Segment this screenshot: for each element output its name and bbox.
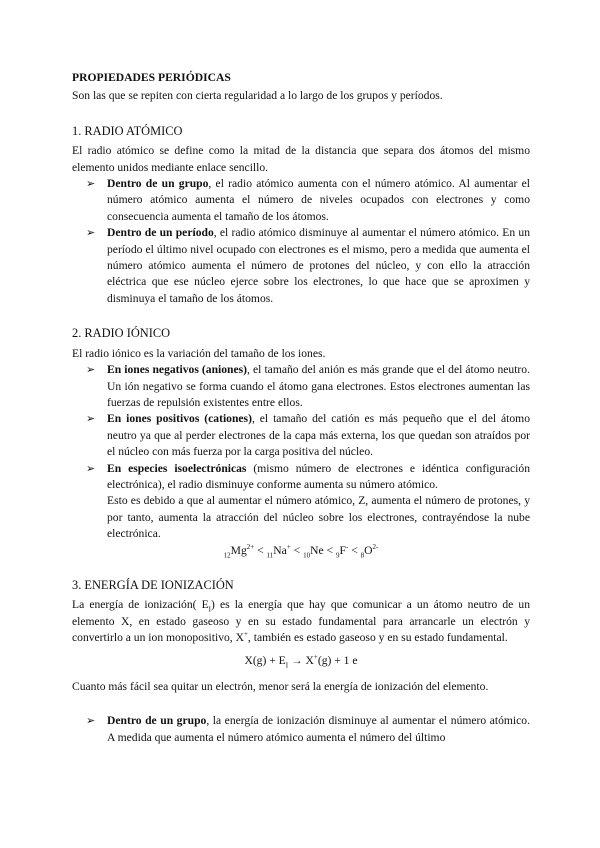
list-item — [72, 362, 530, 411]
atomic-number: 11 — [266, 550, 274, 559]
ion-charge: + — [286, 542, 291, 551]
arrow-bullet-icon: ➢ — [86, 413, 96, 426]
arrow-bullet-icon: ➢ — [86, 715, 96, 728]
bullet-bold-lead: Dentro de un período — [107, 226, 214, 240]
section-3-paragraph-2: Cuanto más fácil sea quitar un electrón, menor será la energía de ionización del elemento. — [72, 680, 489, 693]
text-run: X(g) + E — [244, 653, 286, 667]
ionization-equation — [72, 653, 530, 669]
bullet-bold-lead: En iones positivos (cationes) — [107, 412, 252, 426]
section-3-paragraph — [72, 597, 530, 646]
document-page — [72, 70, 530, 746]
intro-paragraph: Son las que se repiten con cierta regularidad a lo largo de los grupos y períodos. — [72, 89, 443, 103]
isoelectronic-formula — [72, 543, 530, 559]
bullet-bold-lead: En iones negativos (aniones) — [107, 363, 248, 377]
list-item — [72, 713, 530, 746]
bullet-bold-lead: Dentro de un grupo — [107, 714, 207, 728]
ion-charge: - — [345, 542, 349, 551]
ion-charge: 2+ — [246, 542, 255, 551]
less-than: < — [290, 543, 304, 557]
atomic-number: 8 — [360, 550, 365, 559]
list-item — [72, 411, 530, 460]
section-3-heading: 3. ENERGÍA DE IONIZACIÓN — [72, 577, 234, 592]
bullet-bold-lead: En especies isoelectrónicas — [107, 461, 247, 475]
arrow-bullet-icon: ➢ — [86, 178, 96, 191]
bullet-text: , el tamaño del anión es más grande que el del átomo neutro. Un ión negativo se forma cuando el átomo gana electrones. Estos electrones aumentan las fuerzas de repulsión existentes entre ellos. — [107, 363, 530, 409]
arrow-bullet-icon: ➢ — [86, 364, 96, 377]
section-2-paragraph: El radio iónico es la variación del tamaño de los iones. — [72, 346, 326, 360]
list-item — [72, 225, 530, 307]
page-title: PROPIEDADES PERIÓDICAS — [72, 71, 231, 84]
element-symbol: Ne — [310, 543, 324, 557]
atomic-number: 12 — [223, 550, 231, 559]
bullet-bold-lead: Dentro de un grupo — [107, 177, 209, 191]
element-symbol: Mg — [230, 543, 247, 557]
subscript: I — [285, 660, 289, 669]
text-run: La energía de ionización( E — [72, 598, 209, 612]
bullet-text: , la energía de ionización disminuye al aumentar el número atómico. A medida que aumenta el número atómico aumenta el número del último — [107, 714, 530, 744]
atomic-number: 10 — [303, 550, 311, 559]
section-1-heading: 1. RADIO ATÓMICO — [72, 123, 183, 138]
section-3-bullets — [72, 713, 530, 746]
text-run: (g) + 1 e — [317, 653, 358, 667]
text-run: ) es la energía que hay que comunicar a un átomo neutro de un elemento X, en estado gaseoso y en su estado fundamental para arrancarle un electrón y convertirlo a un ion monopositivo, X — [72, 598, 530, 645]
subscript: I — [208, 605, 212, 614]
bullet-text: , el tamaño del catión es más pequeño que el del átomo neutro ya que al perder electrones de la capa más externa, los que quedan son atraídos por el núcleo con más fuerza por la carga positiva del núcleo. — [107, 412, 530, 459]
text-run: → X — [288, 653, 314, 667]
less-than: < — [323, 543, 336, 557]
element-symbol: O — [364, 543, 373, 557]
element-symbol: F — [339, 543, 346, 557]
bullet-text: , el radio atómico aumenta con el número atómico. Al aumentar el número atómico aumenta el número de niveles ocupados con electrones y como consecuencia aumenta el tamaño de los átomos. — [107, 177, 530, 223]
less-than: < — [348, 543, 361, 557]
list-item — [72, 176, 530, 225]
arrow-bullet-icon: ➢ — [86, 462, 96, 475]
list-item — [72, 461, 530, 494]
bullet-text: , el radio atómico disminuye al aumentar el número atómico. En un período el último nivel ocupado con electrones es el mismo, pero a medida que aumenta el número atómico aumenta el número de protones del núcleo, y con ello la atracción eléctrica que ese núcleo ejerce sobre los electrones, lo que hace que se aproximen y disminuya el tamaño de los átomos. — [107, 226, 531, 305]
element-symbol: Na — [273, 543, 287, 557]
bullet-text: (mismo número de electrones e idéntica configuración electrónica), el radio disminuye conforme aumenta su número atómico. — [107, 461, 530, 491]
section-1-paragraph: El radio atómico se define como la mitad de la distancia que separa dos átomos del mismo elemento unidos mediante enlace sencillo. — [72, 144, 530, 174]
superscript: + — [243, 630, 248, 639]
section-2-bullets — [72, 362, 530, 493]
less-than: < — [254, 543, 267, 557]
section-2-heading: 2. RADIO IÓNICO — [72, 326, 171, 341]
text-run: , también es estado gaseoso y en su estado fundamental. — [247, 631, 508, 645]
arrow-bullet-icon: ➢ — [86, 227, 96, 240]
atomic-number: 9 — [336, 550, 340, 559]
ion-charge: 2- — [372, 542, 379, 551]
superscript: + — [313, 652, 318, 661]
section-1-bullets — [72, 176, 530, 307]
isoelectronic-explanation: Esto es debido a que al aumentar el número atómico, Z, aumenta el número de protones, y por tanto, aumenta la atracción del núcleo sobre los electrones, contrayéndose la nube electrónica. — [107, 494, 530, 541]
